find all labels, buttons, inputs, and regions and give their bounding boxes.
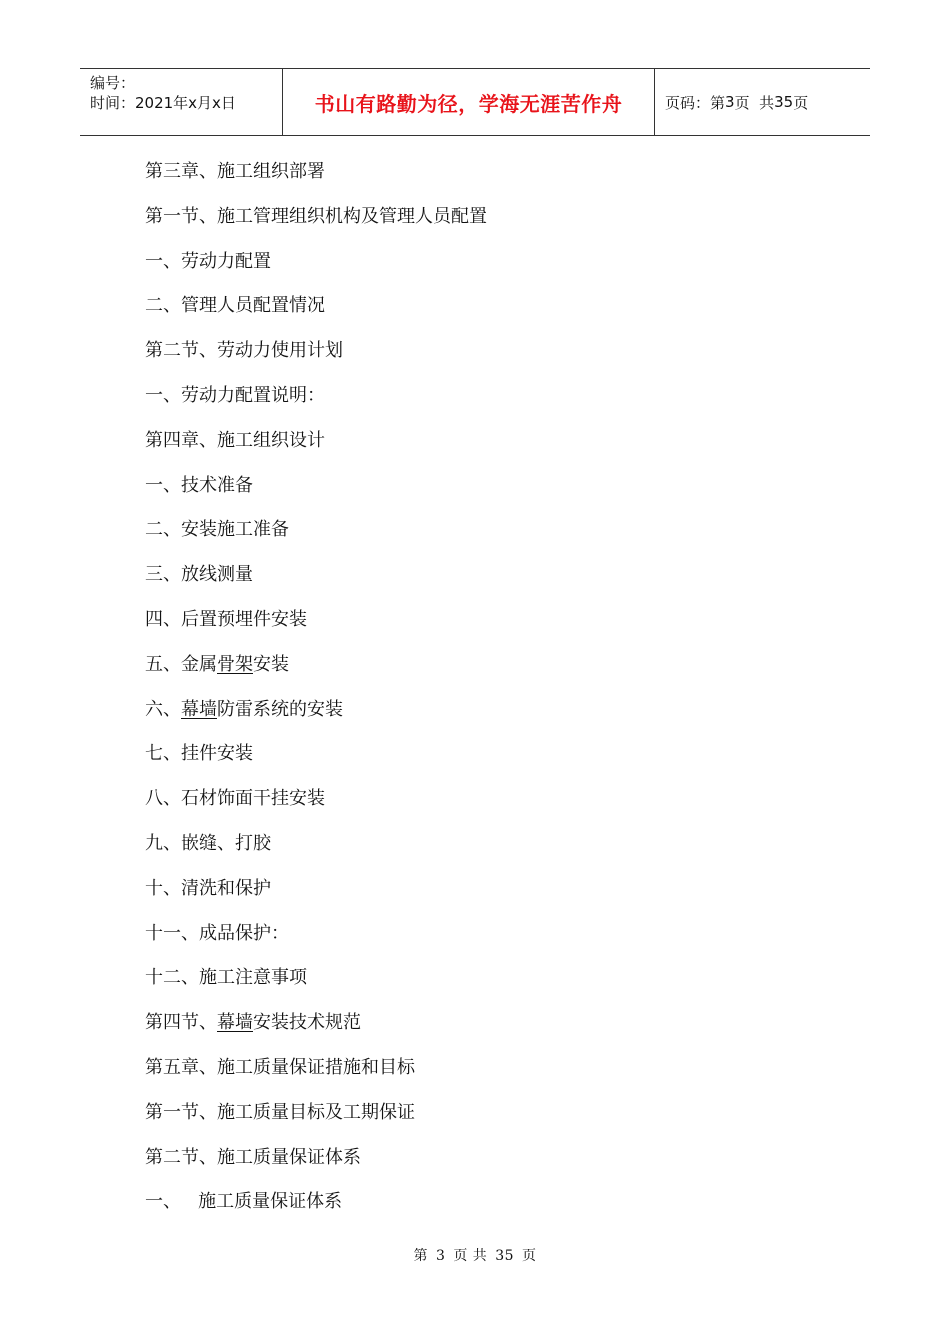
page-footer [0,1245,950,1265]
document-number-label: 编号： [90,74,136,92]
document-date: 时间：2021年x月x日 [90,94,236,112]
footer-prefix: 第 [413,1248,428,1264]
toc-item: 十二、施工注意事项 [145,967,307,989]
page-info-current: 3 [725,93,735,111]
toc-item: 二、管理人员配置情况 [145,295,325,317]
toc-item-text: 安装 [253,653,289,675]
toc-item-underlined-term: 幕墙 [181,698,217,720]
toc-item: 一、劳动力配置 [145,250,271,272]
header-motto: 书山有路勤为径，学海无涯苦作舟 [314,91,623,116]
toc-item-underlined-term: 幕墙 [217,1012,253,1034]
toc-item: 第四章、施工组织设计 [145,429,325,451]
toc-item: 四、后置预埋件安装 [145,608,307,630]
toc-item [145,650,487,695]
page-header [80,68,870,136]
toc-item-underlined-term: 骨架 [217,653,253,675]
toc-item: 第二节、劳动力使用计划 [145,340,343,362]
toc-item-text: 防雷系统的安装 [217,698,343,720]
toc-item: 第一节、施工管理组织机构及管理人员配置 [145,205,487,227]
page-info-prefix: 页码：第 [665,93,726,112]
toc-item-text: 六、 [145,698,181,720]
toc-item: 一、 施工质量保证体系 [145,1191,343,1213]
page-info-suffix: 页 [793,93,809,112]
toc-item-text: 五、金属 [145,653,217,675]
toc-item: 一、技术准备 [145,474,253,496]
page-info-mid: 页 共 [734,93,775,112]
header-motto-cell [282,69,655,135]
table-of-contents [145,157,487,1232]
footer-total-pages: 35 [495,1248,515,1264]
toc-item [145,1008,487,1053]
toc-item: 第三章、施工组织部署 [145,161,325,182]
header-page-info [655,69,870,135]
toc-item: 十、清洗和保护 [145,877,271,899]
footer-suffix: 页 [522,1248,537,1264]
toc-item: 一、劳动力配置说明： [145,384,325,406]
header-left-cell [80,69,282,135]
page-info-total: 35 [774,93,794,111]
toc-item: 第一节、施工质量目标及工期保证 [145,1101,415,1123]
toc-item: 三、放线测量 [145,564,253,586]
toc-item: 第二节、施工质量保证体系 [145,1146,361,1168]
toc-item: 十一、成品保护： [145,922,289,944]
toc-item-text: 安装技术规范 [253,1012,361,1034]
footer-mid: 页 共 [453,1248,488,1264]
toc-item-text: 第四节、 [145,1012,217,1034]
toc-item [145,695,487,740]
toc-item: 九、嵌缝、打胶 [145,832,271,854]
footer-current-page: 3 [435,1248,446,1264]
toc-item: 第五章、施工质量保证措施和目标 [145,1056,415,1078]
toc-item: 二、安装施工准备 [145,519,289,541]
toc-item: 七、挂件安装 [145,743,253,765]
toc-item: 八、石材饰面干挂安装 [145,788,325,810]
